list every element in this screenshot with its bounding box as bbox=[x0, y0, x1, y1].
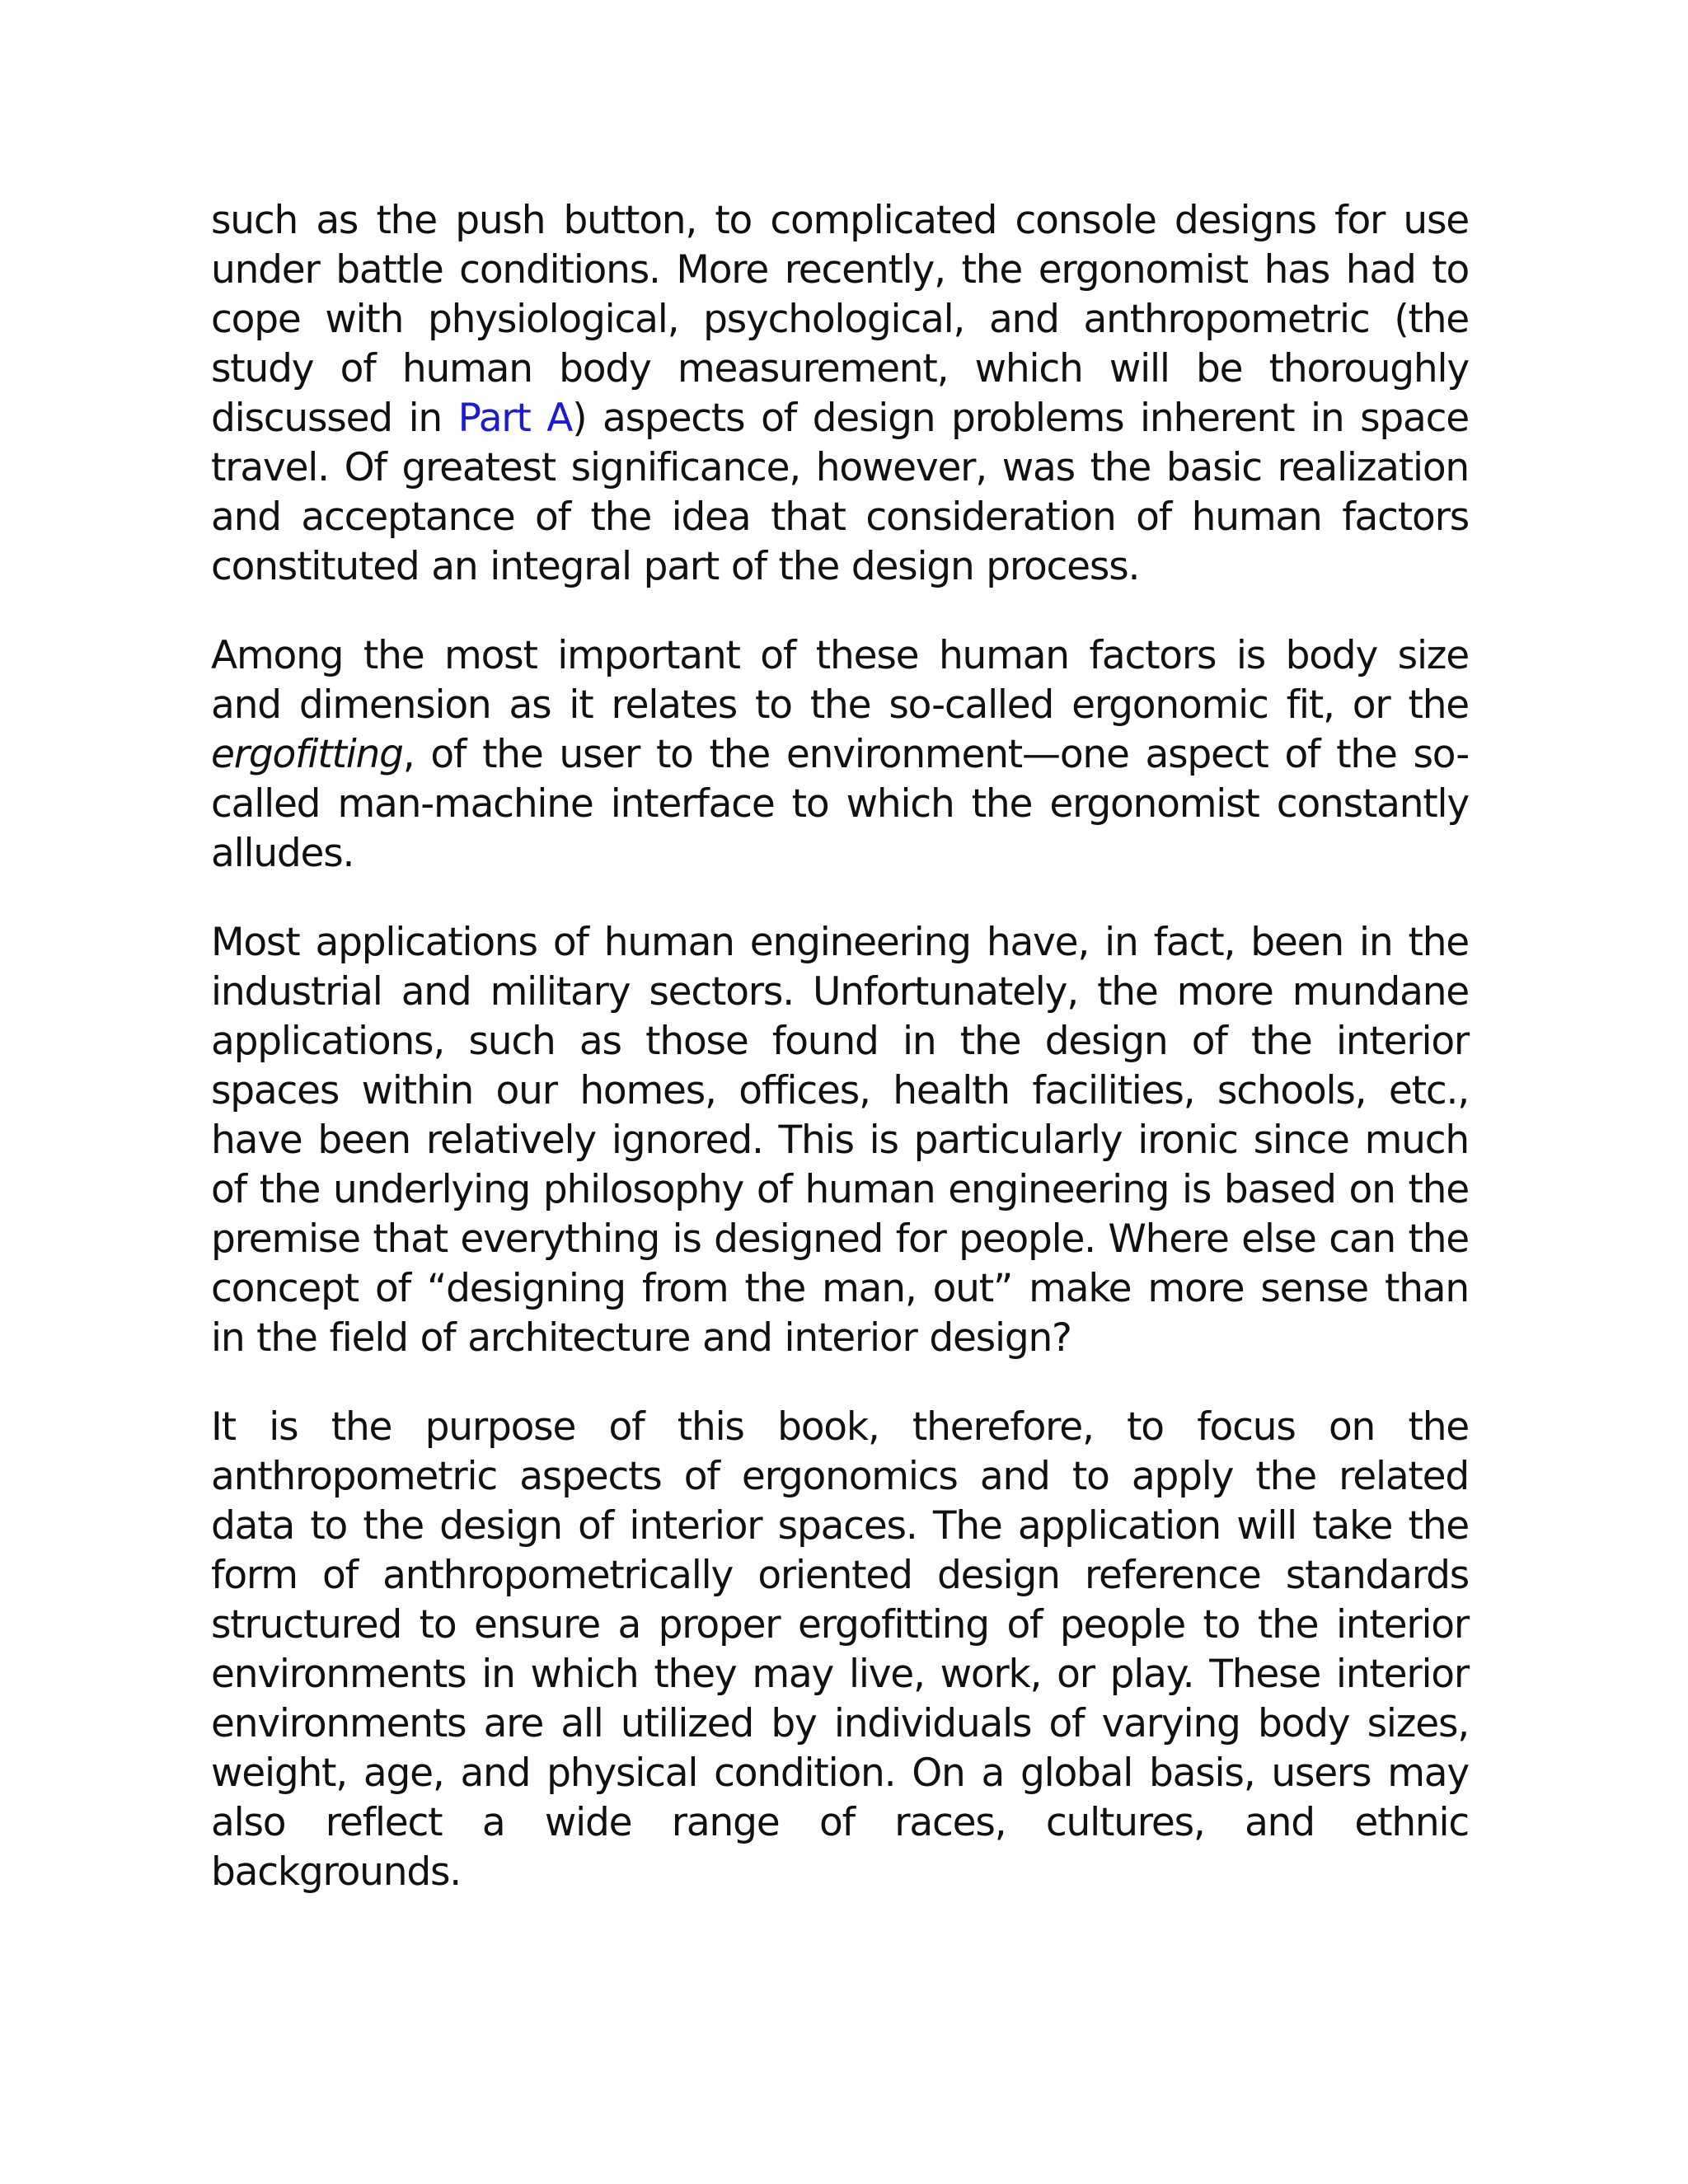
part-a-link[interactable]: Part A bbox=[457, 396, 573, 441]
ergofitting-term: ergofitting bbox=[211, 732, 403, 777]
paragraph-3: Most applications of human engineering have, in fact, been in the industrial and military sectors. Unfortunately, the more mundane applications, such as those found in the design of the interior spaces within our homes, offices, health facilities, schools, etc., have been relatively ignored. This is particularly ironic since much of the underlying philosophy of human engineering is based on the premise that everything is designed for people. Where else can the concept of “designing from the man, out” make more sense than in the field of architecture and interior design? bbox=[211, 920, 1469, 1361]
paragraph-1-text-start: such as the push button, to complicated console designs for use under battle conditions. More recently, the ergonomist has had to cope with physiological, psychological, and anthropometric (the study of human body measurement, which will be thoroughly discussed in bbox=[211, 198, 1469, 441]
paragraph-1-text-end: ) aspects of design problems inherent in space travel. Of greatest significance, however, was the basic realization and acceptance of the idea that consideration of human factors constituted an integral part of the design process. bbox=[211, 396, 1469, 589]
paragraph-2-text-end: , of the user to the environment—one aspect of the so-called man-machine interface to which the ergonomist constantly alludes. bbox=[211, 732, 1469, 876]
paragraph-2-text-start: Among the most important of these human factors is body size and dimension as it relates to the so-called ergonomic fit, or the bbox=[211, 633, 1469, 728]
document-body bbox=[211, 196, 1469, 1897]
paragraph-2 bbox=[211, 631, 1469, 879]
paragraph-1 bbox=[211, 196, 1469, 592]
paragraph-4: It is the purpose of this book, therefore, to focus on the anthropometric aspects of ergonomics and to apply the related data to the design of interior spaces. The application will take the form of anthropometrically oriented design reference standards structured to ensure a proper ergofitting of people to the interior environments in which they may live, work, or play. These interior environments are all utilized by individuals of varying body sizes, weight, age, and physical condition. On a global basis, users may also reflect a wide range of races, cultures, and ethnic backgrounds. bbox=[211, 1404, 1469, 1895]
